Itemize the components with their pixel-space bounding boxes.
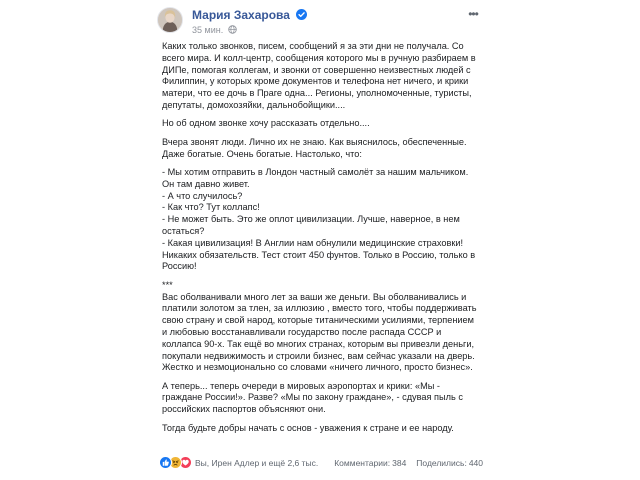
verified-badge-icon	[296, 9, 307, 20]
post-meta	[192, 25, 237, 35]
globe-icon	[228, 25, 237, 34]
post-time[interactable]: 35 мин.	[192, 25, 224, 35]
post-paragraph: Но об одном звонке хочу рассказать отдельно....	[162, 118, 370, 129]
post-paragraph: *** Вас оболванивали много лет за ваши же деньги. Вы оболванивались и платили золотом за тлен, за иллюзию , вместо того, чтобы поддерживать свою страну и свой народ, которые титаническими усилиями, терпением и любовью восстанавливали государство после распада СССР и коллапса 90-х. Так ещё во многих странах, которым вы привезли деньги, покупали недвижимость и строили бизнес, вам сейчас указали на дверь. Жестко и незмоционально со словами «ничего личного, просто бизнес».	[162, 279, 477, 373]
shares-count[interactable]: 440	[468, 458, 483, 468]
post-paragraph: - Мы хотим отправить в Лондон частный самолёт за нашим мальчиком. Он там давно живет. - А что случилось? - Как что? Тут коллапс! - Не может быть. Это же оплот цивилизации. Лучше, наверное, в нем остаться? - Какая цивилизация! В Англии нам обнулили медицинские страховки! Никаких обязательств. Тест стоит 450 фунтов. Только в Россию, только в Россию!	[162, 166, 476, 272]
post-footer	[159, 455, 483, 473]
more-options-icon[interactable]: •••	[468, 7, 478, 21]
post-paragraph: Каких только звонков, писем, сообщений я за эти дни не получала. Со всего мира. И колл-центр, сообщения которого мы в ручную разбираем в ДИПе, помогая коллегам, и звонки от совершенно неизвестных людей с Филиппин, у которых кроме документов и телефона нет ничего, и крики матери, что ее дочь в Праге одна... Регионы, уполномоченные, туристы, депутаты, домохозяйки, дальнобойщики....	[162, 41, 476, 110]
avatar-portrait-icon	[158, 8, 182, 32]
comments-count[interactable]: 384	[392, 458, 407, 468]
reaction-icons[interactable]	[159, 456, 193, 470]
author-avatar[interactable]	[157, 7, 183, 33]
reactors-summary[interactable]: Вы, Ирен Адлер и ещё 2,6 тыс.	[195, 458, 319, 468]
shares-label[interactable]: Поделились:	[416, 458, 467, 468]
author-name[interactable]	[192, 8, 307, 22]
author-name-text[interactable]: Мария Захарова	[192, 8, 290, 22]
facebook-post	[153, 0, 487, 480]
post-paragraph: Тогда будьте добры начать с основ - уважения к стране и ее народу.	[162, 422, 454, 433]
post-paragraph: Вчера звонят люди. Лично их не знаю. Как выяснилось, обеспеченные. Даже богатые. Очень богатые. Настолько, что:	[162, 136, 467, 159]
like-reaction-icon	[159, 456, 172, 469]
post-header	[153, 5, 487, 37]
engagement-counts	[332, 458, 483, 468]
comments-label[interactable]: Комментарии:	[334, 458, 391, 468]
post-paragraph: А теперь... теперь очереди в мировых аэропортах и крики: «Мы - граждане России!». Разве? «Мы по закону граждане», - сдувая пыль с российских паспортов объясняют они.	[162, 380, 463, 415]
post-body	[162, 41, 478, 441]
